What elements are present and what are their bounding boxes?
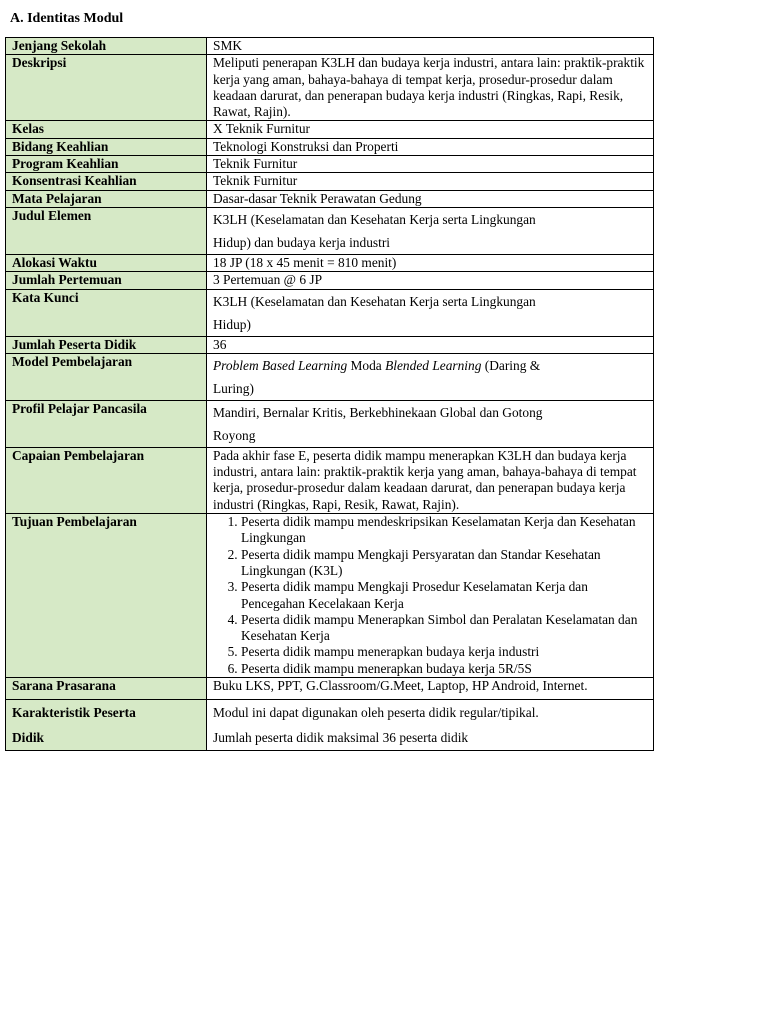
section-heading: A. Identitas Modul — [10, 11, 124, 26]
row-label-tujuan: Tujuan Pembelajaran — [6, 514, 207, 678]
table-row — [6, 138, 654, 155]
row-label-mapel: Mata Pelajaran — [6, 190, 207, 207]
row-label-peserta: Jumlah Peserta Didik — [6, 336, 207, 353]
list-item: 4. Peserta didik mampu Menerapkan Simbol dan Peralatan Keselamatan dan Kesehatan Kerja — [241, 612, 651, 645]
list-item: 6. Peserta didik mampu menerapkan budaya kerja 5R/5S — [241, 661, 651, 677]
row-value-bidang: Teknologi Konstruksi dan Properti — [207, 138, 654, 155]
table-row — [6, 289, 654, 336]
row-label-sarana: Sarana Prasarana — [6, 678, 207, 700]
model-italic-2: Blended Learning — [385, 357, 482, 373]
row-value-konsentrasi: Teknik Furnitur — [207, 173, 654, 190]
table-row — [6, 336, 654, 353]
table-row — [6, 173, 654, 190]
profil-line-1: Mandiri, Bernalar Kritis, Berkebhinekaan Global dan Gotong — [213, 404, 543, 420]
table-row — [6, 678, 654, 700]
table-row — [6, 254, 654, 271]
profil-line-2: Royong — [213, 427, 256, 443]
row-label-profil: Profil Pelajar Pancasila — [6, 400, 207, 447]
model-italic-1: Problem Based Learning — [213, 357, 348, 373]
identitas-modul-table — [5, 37, 654, 751]
row-label-karakteristik — [6, 700, 207, 751]
model-text-1: Moda — [347, 357, 386, 373]
row-label-judul: Judul Elemen — [6, 207, 207, 254]
table-row — [6, 447, 654, 513]
karakteristik-line-1: Modul ini dapat digunakan oleh peserta didik regular/tipikal. — [213, 705, 539, 721]
judul-line-1: K3LH (Keselamatan dan Kesehatan Kerja serta Lingkungan — [213, 211, 536, 227]
table-row — [6, 700, 654, 751]
row-value-deskripsi: Meliputi penerapan K3LH dan budaya kerja industri, antara lain: praktik-praktik kerja yang aman, bahaya-bahaya di tempat kerja, prosedur-prosedur dalam keadaan darurat, dan penerapan budaya kerja industri (Ringkas, Rapi, Resik, Rawat, Rajin). — [207, 55, 654, 121]
table-row — [6, 400, 654, 447]
row-value-karakteristik — [207, 700, 654, 751]
karakteristik-label-line-1: Karakteristik Peserta — [12, 705, 136, 721]
list-item: 1. Peserta didik mampu mendeskripsikan Keselamatan Kerja dan Kesehatan Lingkungan — [241, 514, 651, 547]
model-line-2: Luring) — [213, 380, 254, 396]
row-label-deskripsi: Deskripsi — [6, 55, 207, 121]
row-label-kata-kunci: Kata Kunci — [6, 289, 207, 336]
table-row — [6, 353, 654, 400]
karakteristik-label-line-2: Didik — [12, 730, 45, 746]
row-label-konsentrasi: Konsentrasi Keahlian — [6, 173, 207, 190]
row-value-alokasi: 18 JP (18 x 45 menit = 810 menit) — [207, 254, 654, 271]
row-value-profil — [207, 400, 654, 447]
table-row — [6, 55, 654, 121]
list-item: 2. Peserta didik mampu Mengkaji Persyaratan dan Standar Kesehatan Lingkungan (K3L) — [241, 547, 651, 580]
row-value-kata-kunci — [207, 289, 654, 336]
row-value-mapel: Dasar-dasar Teknik Perawatan Gedung — [207, 190, 654, 207]
karakteristik-line-2: Jumlah peserta didik maksimal 36 peserta didik — [213, 730, 469, 746]
tujuan-list — [213, 514, 651, 677]
row-value-judul — [207, 207, 654, 254]
row-value-sarana: Buku LKS, PPT, G.Classroom/G.Meet, Laptop, HP Android, Internet. — [207, 678, 654, 700]
row-label-capaian: Capaian Pembelajaran — [6, 447, 207, 513]
row-label-program: Program Keahlian — [6, 156, 207, 173]
list-item: 3. Peserta didik mampu Mengkaji Prosedur Keselamatan Kerja dan Pencegahan Kecelakaan Kerja — [241, 579, 651, 612]
table-row — [6, 190, 654, 207]
judul-line-2: Hidup) dan budaya kerja industri — [213, 234, 391, 250]
table-row — [6, 207, 654, 254]
model-line-1 — [213, 354, 651, 377]
table-row — [6, 38, 654, 55]
row-label-jenjang: Jenjang Sekolah — [6, 38, 207, 55]
row-value-jenjang: SMK — [207, 38, 654, 55]
list-item: 5. Peserta didik mampu menerapkan budaya kerja industri — [241, 644, 651, 660]
row-label-bidang: Bidang Keahlian — [6, 138, 207, 155]
kata-kunci-line-2: Hidup) — [213, 316, 251, 332]
kata-kunci-line-1: K3LH (Keselamatan dan Kesehatan Kerja serta Lingkungan — [213, 293, 536, 309]
row-label-pertemuan: Jumlah Pertemuan — [6, 272, 207, 289]
row-value-tujuan — [207, 514, 654, 678]
row-value-pertemuan: 3 Pertemuan @ 6 JP — [207, 272, 654, 289]
row-value-capaian: Pada akhir fase E, peserta didik mampu menerapkan K3LH dan budaya kerja industri, antara lain: praktik-praktik kerja yang aman, bahaya-bahaya di tempat kerja, prosedur-prosedur dalam keadaan darurat, dan penerapan budaya kerja industri (Ringkas, Rapi, Resik, Rawat, Rajin). — [207, 447, 654, 513]
row-value-peserta: 36 — [207, 336, 654, 353]
model-text-2: (Daring & — [481, 357, 541, 373]
row-label-kelas: Kelas — [6, 121, 207, 138]
row-value-model — [207, 353, 654, 400]
row-value-kelas: X Teknik Furnitur — [207, 121, 654, 138]
row-value-program: Teknik Furnitur — [207, 156, 654, 173]
row-label-model: Model Pembelajaran — [6, 353, 207, 400]
table-row — [6, 272, 654, 289]
row-label-alokasi: Alokasi Waktu — [6, 254, 207, 271]
table-row — [6, 514, 654, 678]
table-row — [6, 156, 654, 173]
table-row — [6, 121, 654, 138]
